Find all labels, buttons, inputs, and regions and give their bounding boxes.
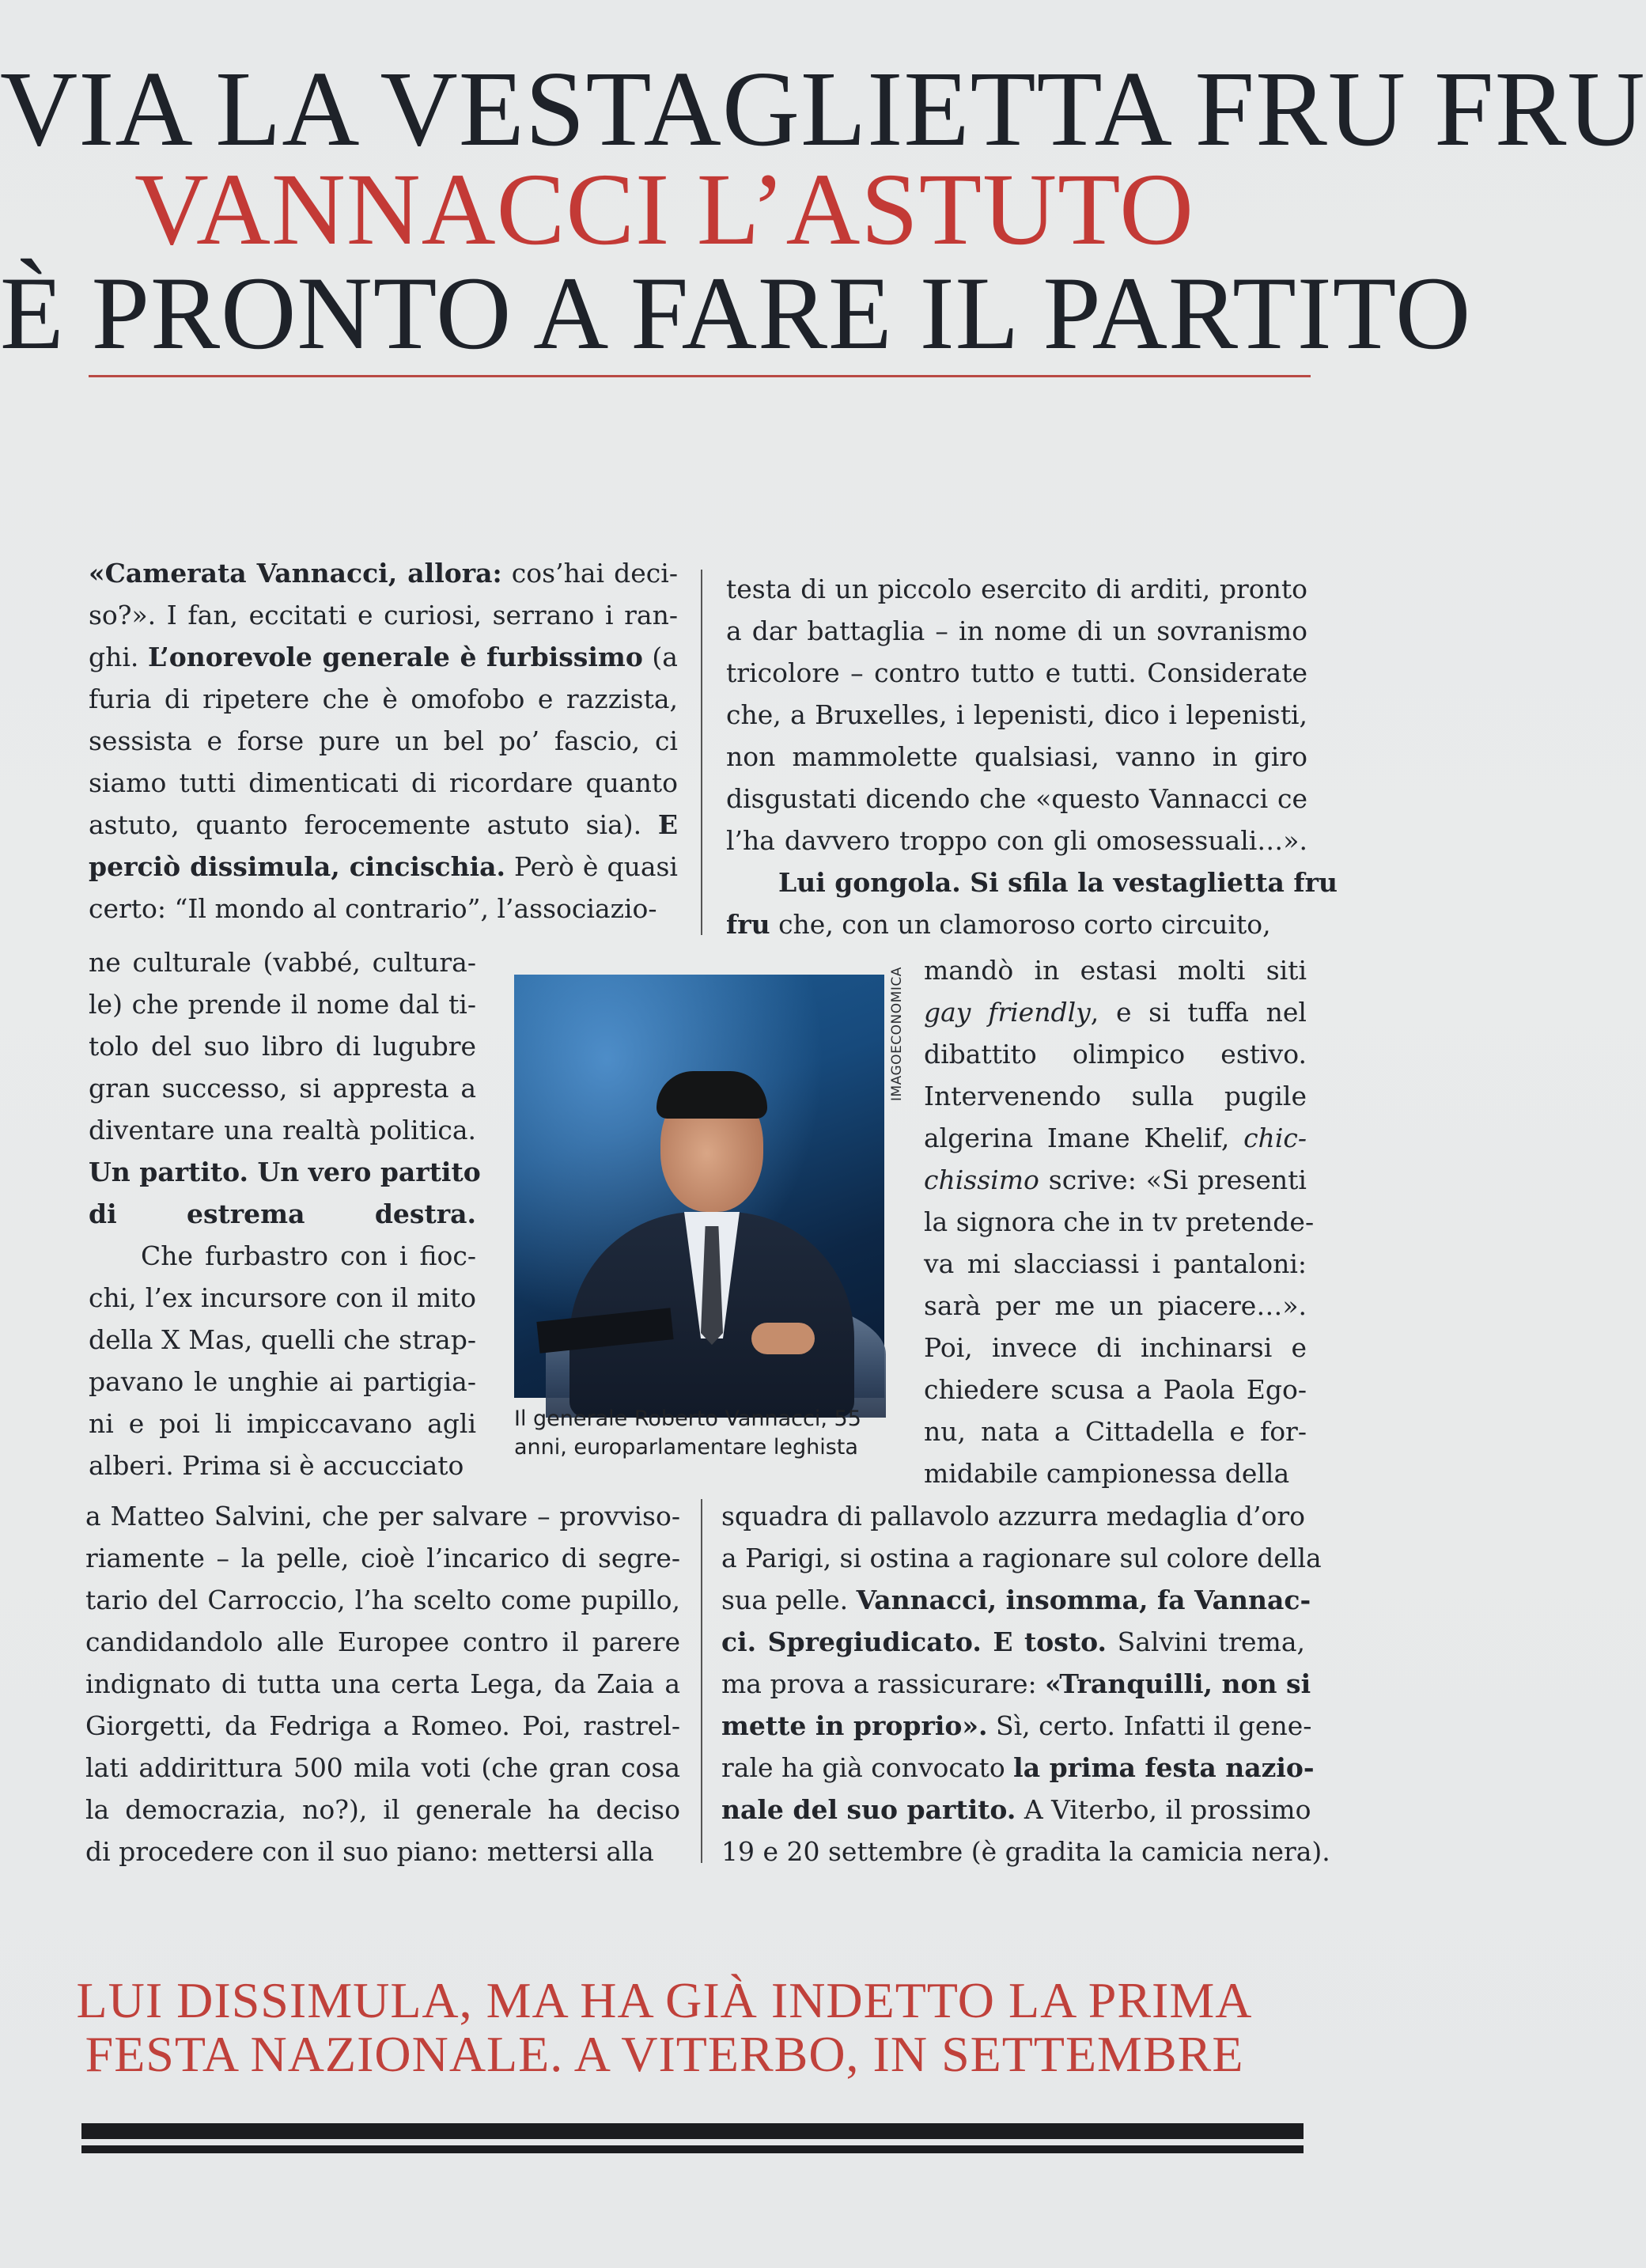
text-line <box>721 1495 1305 1537</box>
bold-text: «Tranquilli, non si <box>1045 1668 1311 1699</box>
text-line <box>924 1117 1307 1159</box>
text-run: tolo del suo libro di lugubre <box>89 1031 476 1062</box>
text-line <box>89 983 476 1025</box>
text-run: cos’hai deci- <box>501 558 678 589</box>
hair <box>657 1071 767 1119</box>
text-line <box>924 1159 1307 1201</box>
italic-text: chic- <box>1243 1123 1307 1153</box>
text-line <box>85 1537 680 1579</box>
footer-rule-thick <box>81 2123 1304 2139</box>
text-line <box>85 1495 680 1537</box>
text-run: algerina Imane Khelif, <box>924 1123 1244 1153</box>
article-column-2-middle <box>924 949 1315 1494</box>
hand <box>751 1323 815 1354</box>
text-line <box>726 568 1307 610</box>
text-run: , e si tuffa nel <box>1090 997 1307 1028</box>
headline-line-1: VIA LA VESTAGLIETTA FRU FRU <box>0 50 1646 168</box>
text-run: della X Mas, quelli che strap- <box>89 1324 476 1355</box>
text-run: che, con un clamoroso corto circuito, <box>770 909 1271 940</box>
text-line <box>721 1789 1311 1831</box>
text-run: Sì, certo. Infatti il gene- <box>987 1710 1312 1741</box>
text-run <box>726 867 778 898</box>
text-line <box>89 1444 476 1486</box>
text-run: ghi. <box>89 642 149 672</box>
text-line <box>89 1109 476 1151</box>
text-line <box>721 1663 1311 1705</box>
text-line <box>89 846 678 888</box>
text-line <box>721 1537 1322 1579</box>
text-line <box>89 720 678 762</box>
text-line <box>89 552 678 594</box>
text-line <box>85 1579 680 1621</box>
text-line <box>721 1705 1312 1747</box>
italic-text: chissimo <box>924 1164 1039 1195</box>
text-line <box>924 1410 1307 1452</box>
text-line <box>89 888 678 930</box>
article-column-2-bottom <box>721 1495 1330 1872</box>
text-run: 19 e 20 settembre (è gradita la camicia nera). <box>721 1836 1330 1867</box>
text-run: Intervenendo sulla pugile <box>924 1081 1307 1111</box>
text-run: furia di ripetere che è omofobo e razzista, <box>89 683 678 714</box>
text-run: ni e poi li impiccavano agli <box>89 1408 476 1439</box>
column-divider-top <box>701 570 702 935</box>
text-line <box>89 636 678 678</box>
text-line <box>85 1789 680 1831</box>
text-run: di procedere con il suo piano: mettersi alla <box>85 1836 654 1867</box>
vannacci-photo <box>514 975 884 1398</box>
text-run: non mammolette qualsiasi, vanno in giro <box>726 741 1307 772</box>
text-line <box>721 1621 1305 1663</box>
text-run: chi, l’ex incursore con il mito <box>89 1282 476 1313</box>
pullquote-line-2: FESTA NAZIONALE. A VITERBO, IN SETTEMBRE <box>85 2026 1244 2082</box>
text-line <box>89 1361 476 1403</box>
text-run: ne culturale (vabbé, cultura- <box>89 947 476 978</box>
text-run: gran successo, si appresta a <box>89 1073 476 1104</box>
column-divider-bottom <box>701 1499 702 1863</box>
bold-text: perciò dissimula, cincischia. <box>89 851 506 882</box>
article-column-1-middle <box>89 941 481 1486</box>
text-line <box>89 804 678 846</box>
footer-rule-thin <box>81 2145 1304 2153</box>
text-run: Salvini trema, <box>1107 1626 1306 1657</box>
text-line <box>726 820 1307 861</box>
bold-text: «Camerata Vannacci, allora: <box>89 558 502 589</box>
text-line <box>726 694 1307 736</box>
bold-text: Lui gongola. Si sfila la vestaglietta fru <box>778 867 1338 898</box>
text-line <box>89 1025 476 1067</box>
text-line <box>924 1201 1315 1243</box>
bold-text: L’onorevole generale è furbissimo <box>148 642 643 672</box>
text-run: testa di un piccolo esercito di arditi, pronto <box>726 574 1307 604</box>
text-line <box>85 1663 680 1705</box>
text-run: tario del Carroccio, l’ha scelto come pupillo, <box>85 1585 680 1615</box>
text-run: a dar battaglia – in nome di un sovranismo <box>726 615 1307 646</box>
text-run: disgustati dicendo che «questo Vannacci ce <box>726 783 1307 814</box>
text-run: alberi. Prima si è accucciato <box>89 1450 464 1481</box>
text-run: scrive: «Si presenti <box>1039 1164 1307 1195</box>
text-run: certo: “Il mondo al contrario”, l’associazio- <box>89 893 657 924</box>
text-run: (a <box>642 642 678 672</box>
text-run: rale ha già convocato <box>721 1752 1014 1783</box>
bold-text: nale del suo partito. <box>721 1794 1016 1825</box>
text-line <box>89 1403 476 1444</box>
text-run: candidandolo alle Europee contro il parere <box>85 1626 680 1657</box>
text-line <box>89 594 678 636</box>
text-run: siamo tutti dimenticati di ricordare quanto <box>89 767 678 798</box>
text-run: la signora che in tv pretende- <box>924 1206 1315 1237</box>
text-run: a Matteo Salvini, che per salvare – provviso- <box>85 1501 680 1532</box>
text-run: ma prova a rassicurare: <box>721 1668 1046 1699</box>
text-line <box>89 941 476 983</box>
text-line <box>85 1705 680 1747</box>
text-run: sarà per me un piacere…». <box>924 1290 1307 1321</box>
text-run: tricolore – contro tutto e tutti. Considerate <box>726 657 1307 688</box>
text-run: le) che prende il nome dal ti- <box>89 989 476 1020</box>
text-run: Poi, invece di inchinarsi e <box>924 1332 1307 1363</box>
headline-divider <box>89 375 1311 377</box>
bold-text: la prima festa nazio- <box>1013 1752 1315 1783</box>
text-run: va mi slacciassi i pantaloni: <box>924 1248 1307 1279</box>
bold-text: mette in proprio». <box>721 1710 988 1741</box>
text-run: riamente – la pelle, cioè l’incarico di segre- <box>85 1543 680 1573</box>
text-run: l’ha davvero troppo con gli omosessuali…». <box>726 825 1307 856</box>
text-line <box>924 1452 1307 1494</box>
text-run: Però è quasi <box>505 851 678 882</box>
headline-line-2: VANNACCI L’ASTUTO <box>134 153 1195 267</box>
text-line <box>924 1285 1307 1327</box>
text-line <box>726 903 1307 945</box>
text-line <box>721 1579 1311 1621</box>
text-line <box>924 1327 1307 1369</box>
text-run: mandò in estasi molti siti <box>924 955 1307 986</box>
text-line <box>89 1277 476 1319</box>
text-run: sua pelle. <box>721 1585 857 1615</box>
text-run: Che furbastro con i fioc- <box>89 1240 476 1271</box>
text-line <box>726 652 1307 694</box>
text-run: A Viterbo, il prossimo <box>1016 1794 1311 1825</box>
text-line <box>85 1831 680 1872</box>
text-line <box>89 678 678 720</box>
photo-credit <box>889 967 908 1101</box>
text-line <box>726 778 1307 820</box>
text-line <box>89 1193 476 1235</box>
text-run: so?». I fan, eccitati e curiosi, serrano i ran- <box>89 600 678 630</box>
text-run: indignato di tutta una certa Lega, da Zaia a <box>85 1668 680 1699</box>
article-column-1-top <box>89 552 678 930</box>
photo-caption: Il generale Roberto Vannacci, 55 anni, europarlamentare leghista <box>514 1407 861 1460</box>
text-line <box>726 736 1307 778</box>
text-line <box>924 1243 1307 1285</box>
text-line <box>89 1151 481 1193</box>
text-line <box>85 1747 680 1789</box>
text-run: sessista e forse pure un bel po’ fascio, ci <box>89 725 678 756</box>
text-run: midabile campionessa della <box>924 1458 1290 1489</box>
bold-text: fru <box>726 909 770 940</box>
bold-text: E <box>657 809 678 840</box>
text-run: pavano le unghie ai partigia- <box>89 1366 476 1397</box>
text-line <box>924 1075 1307 1117</box>
text-run: che, a Bruxelles, i lepenisti, dico i lepenisti, <box>726 699 1307 730</box>
text-run: chiedere scusa a Paola Ego- <box>924 1374 1307 1405</box>
text-run: Giorgetti, da Fedriga a Romeo. Poi, rastrel- <box>85 1710 680 1741</box>
bold-text: Vannacci, insomma, fa Vannac- <box>856 1585 1311 1615</box>
text-run: nu, nata a Cittadella e for- <box>924 1416 1307 1447</box>
text-line <box>924 949 1307 991</box>
article-column-2-top <box>726 568 1338 945</box>
text-run: la democrazia, no?), il generale ha deciso <box>85 1794 680 1825</box>
text-line <box>721 1831 1330 1872</box>
text-line <box>924 991 1307 1033</box>
article-column-1-bottom <box>85 1495 680 1872</box>
headline-line-3: È PRONTO A FARE IL PARTITO <box>0 255 1472 371</box>
photo-credit-text: IMAGOECONOMICA <box>889 967 905 1101</box>
bold-text: di estrema destra. <box>89 1198 476 1229</box>
text-run: dibattito olimpico estivo. <box>924 1039 1307 1070</box>
italic-text: gay friendly <box>924 997 1091 1028</box>
text-run: squadra di pallavolo azzurra medaglia d’oro <box>721 1501 1305 1532</box>
bold-text: ci. Spregiudicato. E tosto. <box>721 1626 1107 1657</box>
text-line <box>721 1747 1315 1789</box>
text-line <box>726 861 1338 903</box>
text-run: diventare una realtà politica. <box>89 1115 476 1145</box>
text-line <box>85 1621 680 1663</box>
text-line <box>89 1235 476 1277</box>
pullquote-line-1: LUI DISSIMULA, MA HA GIÀ INDETTO LA PRIMA <box>76 1972 1253 2028</box>
text-line <box>924 1033 1307 1075</box>
text-line <box>89 1319 476 1361</box>
text-run: latі addirittura 500 mila voti (che gran cosa <box>85 1752 680 1783</box>
text-line <box>924 1369 1307 1410</box>
bold-text: Un partito. Un vero partito <box>89 1157 481 1187</box>
text-line <box>89 1067 476 1109</box>
text-line <box>89 762 678 804</box>
text-run: astuto, quanto ferocemente astuto sia). <box>89 809 658 840</box>
text-run: a Parigi, si ostina a ragionare sul colore della <box>721 1543 1322 1573</box>
text-line <box>726 610 1307 652</box>
